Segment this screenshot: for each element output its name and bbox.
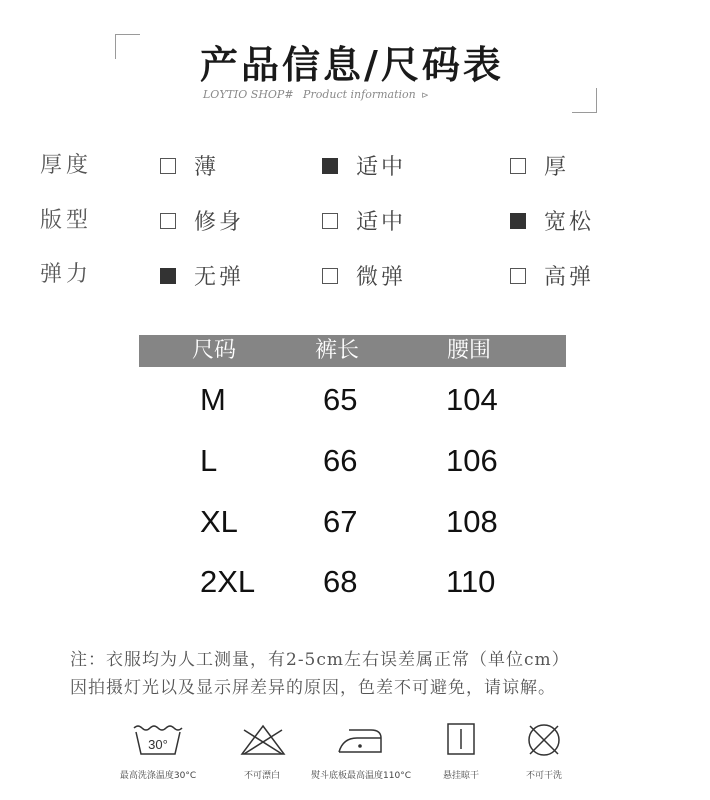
header-size: 尺码 [192,338,237,363]
wash-30-icon [132,722,184,758]
shop-name: LOYTIO SHOP# [203,88,294,101]
option-label: 修身 [194,210,245,235]
note-line-2: 因拍摄灯光以及显示屏差异的原因，色差不可避免，请谅解。 [70,678,556,698]
checkbox-unchecked [510,158,526,174]
table-cell-waist: 104 [446,382,498,417]
corner-bracket-bottom-right [572,88,597,113]
wash-temp-text: 30° [148,737,168,752]
checkbox-checked [510,213,526,229]
option-medium-thickness [322,150,406,181]
option-label: 薄 [194,155,220,180]
option-label: 宽松 [544,210,595,235]
option-thick [510,150,569,181]
table-cell-waist: 108 [446,504,498,539]
checkbox-unchecked [322,268,338,284]
option-label: 高弹 [544,265,595,290]
option-label: 适中 [356,210,407,235]
care-label-hang-dry: 悬挂晾干 [442,771,480,781]
corner-bracket-top-left [115,34,140,59]
checkbox-unchecked [322,213,338,229]
table-cell-length: 66 [323,443,358,478]
table-cell-length: 68 [323,564,358,599]
option-label: 适中 [356,155,407,180]
page-title: 产品信息/尺码表 [200,42,504,87]
no-bleach-icon [238,722,288,758]
no-dry-clean-icon [525,721,563,759]
size-table-header [139,335,566,367]
option-high-stretch [510,260,594,291]
table-cell-size: XL [200,504,238,539]
attr-label-elasticity: 弹力 [40,262,93,287]
option-loose [510,205,594,236]
checkbox-unchecked [160,158,176,174]
table-cell-waist: 110 [446,564,496,599]
care-label-iron: 熨斗底板最高温度110°C [311,771,411,781]
checkbox-checked [322,158,338,174]
care-label-wash: 最高洗涤温度30°C [119,771,197,781]
page-subtitle [203,88,429,101]
header-waist: 腰围 [447,338,492,363]
checkbox-unchecked [510,268,526,284]
checkbox-unchecked [160,213,176,229]
table-cell-length: 67 [323,504,358,539]
checkbox-checked [160,268,176,284]
table-cell-size: M [200,382,226,417]
table-cell-length: 65 [323,382,358,417]
table-cell-size: L [200,443,218,478]
table-cell-waist: 106 [446,443,498,478]
option-regular-fit [322,205,406,236]
care-label-no-bleach: 不可漂白 [243,771,281,781]
hang-dry-icon [446,722,476,756]
option-slight-stretch [322,260,406,291]
option-thin [160,150,219,181]
product-info-label: Product information [303,88,416,101]
header-length: 裤长 [315,338,360,363]
option-no-stretch [160,260,244,291]
option-label: 无弹 [194,265,245,290]
table-cell-size: 2XL [200,564,256,599]
option-slim [160,205,244,236]
option-label: 厚 [544,155,570,180]
iron-110-icon [335,724,385,756]
option-label: 微弹 [356,265,407,290]
care-label-no-dry-clean: 不可干洗 [525,771,563,781]
note-line-1: 注：衣服均为人工测量，有2-5cm左右误差属正常（单位cm） [70,650,570,670]
attr-label-thickness: 厚度 [40,153,93,178]
attr-label-fit: 版型 [40,208,93,233]
play-circle-icon: ⊳ [421,91,429,101]
